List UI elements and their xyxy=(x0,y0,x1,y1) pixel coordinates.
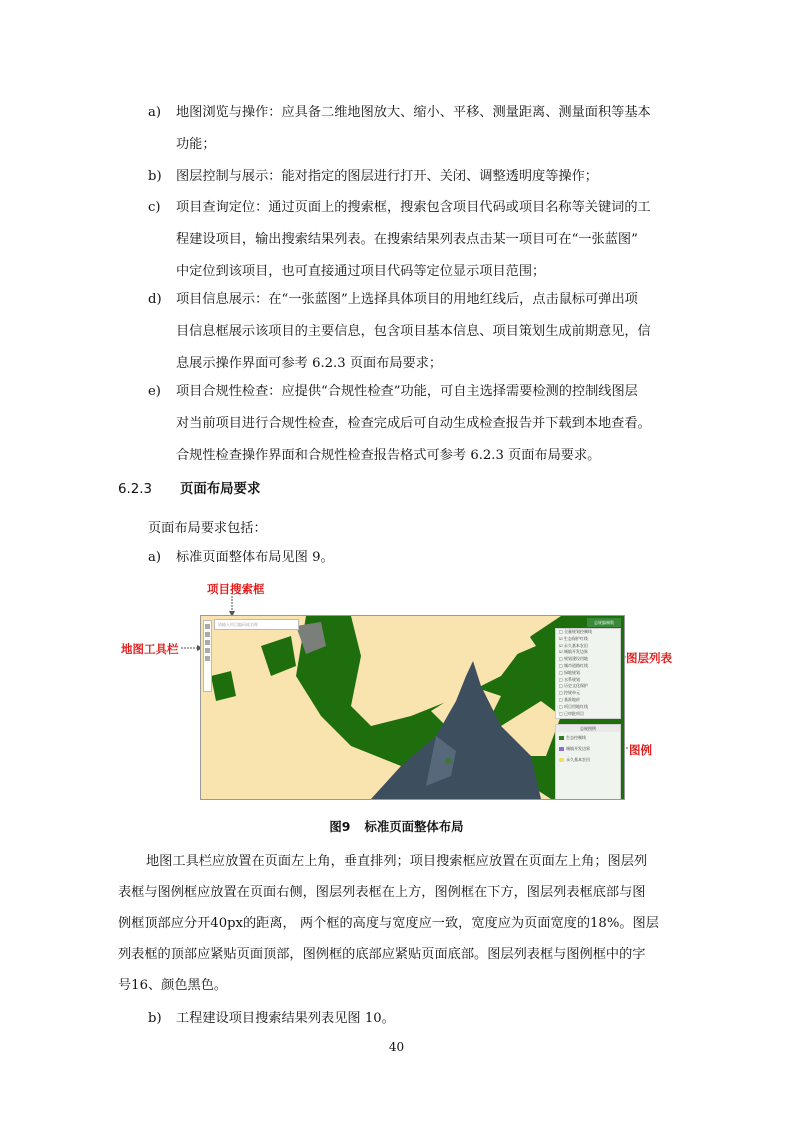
list-marker: a) xyxy=(148,105,162,120)
callout-search-box: 项目搜索框 xyxy=(207,582,265,596)
list-text: 项目查询定位：通过页面上的搜索框，搜索包含项目代码或项目名称等关键词的工 程建设项目，输出搜索结果列表。在搜索结果列表点击某一项目可在“一张蓝图” 中定位到该项目，也可直接通过项目代码等定位显示项目范围； xyxy=(176,200,651,279)
section-title: 页面布局要求 xyxy=(180,482,261,497)
list-marker: c) xyxy=(148,200,161,215)
layer-row[interactable]: □ 已审批项目 xyxy=(559,710,585,716)
list-text: 标准页面整体布局见图 9。 xyxy=(176,550,334,565)
page-number: 40 xyxy=(388,1040,405,1054)
legend-row xyxy=(556,746,620,753)
layer-row[interactable]: □ 绿地规划 xyxy=(559,669,581,675)
list-item-a2 xyxy=(148,542,678,574)
list-text: 图层控制与展示：能对指定的图层进行打开、关闭、调整透明度等操作； xyxy=(176,169,598,184)
figure-caption xyxy=(0,817,793,835)
layer-row[interactable]: □ 水系规划 xyxy=(559,676,581,682)
list-item-c xyxy=(148,192,678,288)
section-number: 6.2.3 xyxy=(118,482,153,497)
list-marker: d) xyxy=(148,292,162,307)
legend-label: 城镇开发边界 xyxy=(566,745,590,751)
list-text: 项目信息展示：在“一张蓝图”上选择具体项目的用地红线后，点击鼠标可弹出项 目信息框展示该项目的主要信息，包含项目基本信息、项目策划生成前期意见，信 息展示操作界面可参考 6.2.3 页面布局要求； xyxy=(176,292,651,371)
list-item-e xyxy=(148,376,678,472)
list-item-b xyxy=(148,161,678,193)
map-figure xyxy=(200,615,625,800)
layer-row[interactable]: □ 项目用地红线 xyxy=(559,703,589,709)
list-item-d xyxy=(148,284,678,380)
legend-title: 总规图例 xyxy=(556,725,620,732)
layer-row[interactable]: □ 全量规划控制线 xyxy=(559,629,593,634)
callout-toolbar: 地图工具栏 xyxy=(121,642,179,656)
map-toolbar xyxy=(203,620,212,692)
list-marker: a) xyxy=(148,550,162,565)
list-marker: b) xyxy=(148,1011,162,1026)
layer-row[interactable]: □ 城市道路红线 xyxy=(559,662,589,668)
layout-description: 地图工具栏应放置在页面左上角，垂直排列；项目搜索框应放置在页面左上角；图层列 表框与图例框应放置在页面右侧，图层列表框在上方，图例框在下方，图层列表框底部与图 例框顶部应分开40px的距离， 两个框的高度与宽度应一致，宽度应为页面宽度的18%。图层 列表框的顶部应紧贴页面顶部，图例框的底部应紧贴页面底部。图层列表框与图例框中的字 号16、颜色黑色。 xyxy=(118,854,659,993)
legend-label: 永久基本农田 xyxy=(566,756,590,762)
section-heading xyxy=(118,478,260,497)
callout-layer-list: 图层列表 xyxy=(626,651,672,665)
layer-row[interactable]: □ 历史文化保护 xyxy=(559,683,589,689)
callout-legend: 图例 xyxy=(629,743,652,757)
layer-row[interactable]: ☑ 永久基本农田 xyxy=(559,642,588,648)
list-item-a xyxy=(148,97,678,161)
list-text: 地图浏览与操作：应具备二维地图放大、缩小、平移、测量距离、测量面积等基本 功能； xyxy=(176,105,651,152)
layer-row[interactable]: □ 控规单元 xyxy=(559,690,581,696)
list-text: 工程建设项目搜索结果列表见图 10。 xyxy=(176,1011,395,1026)
caption-label: 图9 xyxy=(329,819,351,834)
layer-row[interactable]: □ 基准地价 xyxy=(559,696,581,702)
list-item-b2 xyxy=(148,1003,678,1035)
caption-title: 标准页面整体布局 xyxy=(364,819,464,834)
legend-swatch xyxy=(559,736,564,740)
plan-toggle-button[interactable]: 总规编制数 xyxy=(587,618,621,627)
list-marker: e) xyxy=(148,384,161,399)
layer-row[interactable]: □ 规划建设用地 xyxy=(559,656,589,662)
pan-icon[interactable] xyxy=(205,640,210,645)
measure-area-icon[interactable] xyxy=(205,656,210,661)
zoom-in-icon[interactable] xyxy=(205,624,210,629)
layer-row[interactable]: ☑ 城镇开发边界 xyxy=(559,649,588,655)
legend-swatch xyxy=(559,747,564,751)
legend-swatch xyxy=(559,758,564,762)
intro-text: 页面布局要求包括： xyxy=(148,521,267,536)
legend-row xyxy=(556,735,620,742)
legend-label: 生态控制线 xyxy=(566,735,586,740)
layer-row[interactable]: ☑ 生态保护红线 xyxy=(559,635,588,641)
measure-distance-icon[interactable] xyxy=(205,648,210,653)
project-search-input[interactable]: 请输入项目编码或名称 xyxy=(214,619,299,630)
satellite-dot xyxy=(445,758,451,764)
list-marker: b) xyxy=(148,169,162,184)
legend-row xyxy=(556,757,620,764)
list-text: 项目合规性检查：应提供“合规性检查”功能，可自主选择需要检测的控制线图层 对当前项目进行合规性检查，检查完成后可自动生成检查报告并下载到本地查看。 合规性检查操作界面和合规性检查报告格式可参考 6.2.3 页面布局要求。 xyxy=(176,384,651,463)
layer-list-panel xyxy=(555,628,621,719)
zoom-out-icon[interactable] xyxy=(205,632,210,637)
legend-panel xyxy=(555,724,621,800)
